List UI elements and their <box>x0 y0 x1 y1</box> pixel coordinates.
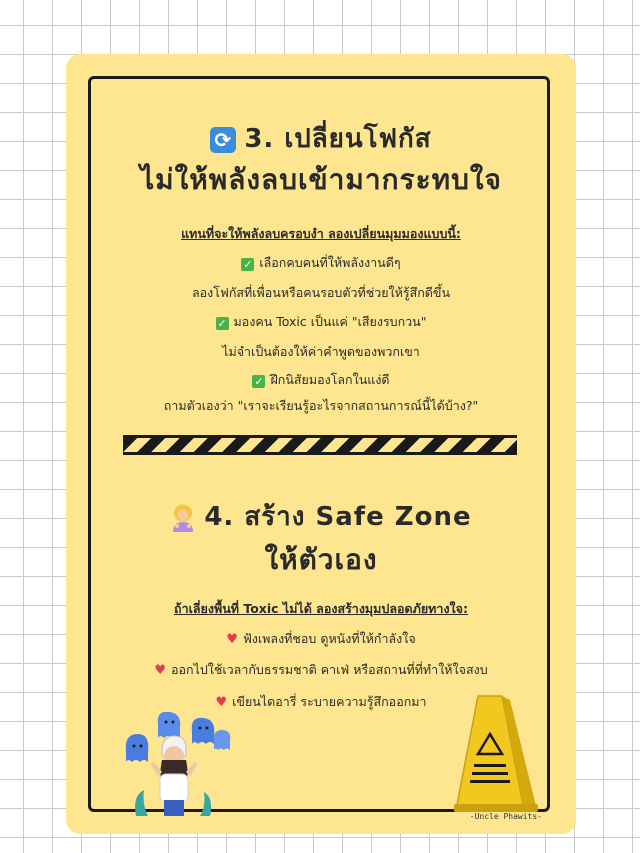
check-icon: ✓ <box>243 258 253 271</box>
poster-card <box>66 54 576 834</box>
check-icon: ✓ <box>254 375 264 388</box>
section3-item-1: ✓ เลือกคบคนที่ให้พลังงานดีๆ <box>243 255 401 271</box>
section3-item-1-detail: ลองโฟกัสที่เพื่อนหรือคนรอบตัวที่ช่วยให้รู้สึกดีขึ้น <box>191 285 451 300</box>
heart-icon: ♥ <box>226 632 238 647</box>
section3-item-3: ✓ ฝึกนิสัยมองโลกในแง่ดี <box>254 372 390 388</box>
credit-text: -Uncle Phawits- <box>469 812 542 821</box>
caution-sign-illustration <box>444 694 544 812</box>
ghost-icon <box>192 718 215 744</box>
person-icon <box>170 504 196 532</box>
section3-item-3-detail: ถามตัวเองว่า "เราจะเรียนรู้อะไรจากสถานการณ์นี้ได้บ้าง?" <box>163 398 479 413</box>
section4-title-line2: ให้ตัวเอง <box>264 543 378 576</box>
section3-title-line2: ไม่ให้พลังลบเข้ามากระทบใจ <box>140 163 502 196</box>
heart-icon: ♥ <box>215 695 228 710</box>
section3-title-line1: ⟳ 3. เปลี่ยนโฟกัส <box>66 118 576 159</box>
stressed-person-illustration <box>118 712 236 816</box>
section4-title-line1: 4. สร้าง Safe Zone <box>66 496 576 537</box>
check-icon: ✓ <box>217 317 227 330</box>
section4-item-2: ♥ ออกไปใช้เวลากับธรรมชาติ คาเฟ่ หรือสถานที่ที่ทำให้ใจสงบ <box>154 662 488 678</box>
ghost-icon <box>214 730 231 750</box>
section4-item-1: ♥ ฟังเพลงที่ชอบ ดูหนังที่ให้กำลังใจ <box>226 631 416 647</box>
hazard-stripe-divider <box>123 435 517 455</box>
heart-icon: ♥ <box>154 663 166 678</box>
ghost-icon <box>126 734 149 762</box>
refresh-icon: ⟳ <box>210 127 236 153</box>
section3-item-2-detail: ไม่จำเป็นต้องให้ค่าคำพูดของพวกเขา <box>222 344 420 359</box>
section4-item-3: ♥ เขียนไดอารี่ ระบายความรู้สึกออกมา <box>215 694 427 710</box>
section4-subtitle: ถ้าเลี่ยงพื้นที่ Toxic ไม่ได้ ลองสร้างมุมปลอดภัยทางใจ: <box>174 601 468 616</box>
ghost-icon <box>158 712 181 738</box>
section3-subtitle: แทนที่จะให้พลังลบครอบงำ ลองเปลี่ยนมุมมองแบบนี้: <box>181 226 461 241</box>
section3-item-2: ✓ มองคน Toxic เป็นแค่ "เสียงรบกวน" <box>217 314 427 330</box>
